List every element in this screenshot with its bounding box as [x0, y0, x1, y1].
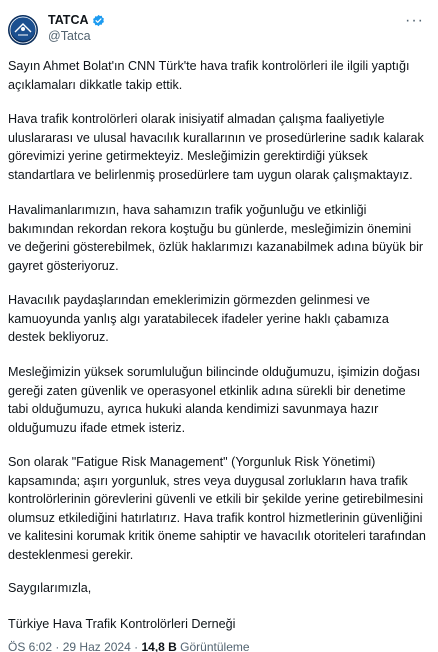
avatar[interactable]: [8, 15, 38, 45]
paragraph: Havalimanlarımızın, hava sahamızın trafik yoğunluğu ve etkinliği bakımından rekordan rekora koştuğu bu günlerde, mesleğimizin önemini ve değerini gösterebilmek, özlük haklarımızı kazanabilmek adına büyük bir gayret gösteriyoruz.: [8, 203, 424, 273]
views-count: 14,8 B: [141, 640, 177, 652]
tatca-logo-icon: [8, 15, 38, 45]
more-options-icon[interactable]: ···: [405, 12, 424, 29]
author-names: [48, 12, 105, 44]
paragraph: Saygılarımızla,: [8, 581, 92, 595]
paragraph: Sayın Ahmet Bolat'ın CNN Türk'te hava trafik kontrolörleri ile ilgili yaptığı açıklamaları dikkatle takip ettik.: [8, 59, 410, 92]
tweet-time[interactable]: ÖS 6:02: [8, 640, 53, 652]
display-name[interactable]: TATCA: [48, 13, 89, 27]
paragraph: Türkiye Hava Trafik Kontrolörleri Derneği: [8, 617, 236, 631]
verified-badge-icon: [92, 14, 105, 27]
tweet-meta: [8, 640, 250, 652]
separator: ·: [55, 640, 60, 652]
paragraph: Havacılık paydaşlarından emeklerimizin görmezden gelinmesi ve kamuoyunda yanlış algı yaratabilecek ifadeler yerine haklı çabamıza destek bekliyoruz.: [8, 293, 389, 344]
tweet-date[interactable]: 29 Haz 2024: [62, 640, 131, 652]
tweet-header: [8, 12, 430, 52]
paragraph: Hava trafik kontrolörleri olarak inisiyatif almadan çalışma faaliyetiyle uluslararası ve ulusal havacılık kurallarının ve prosedürlerine sadık kalarak görevimizi yerine getirmekteyiz. Mesleğimizin gerektirdiği yüksek standartlara ve belirlenmiş prosedürlere tam uygun olarak çalışmaktayız.: [8, 112, 424, 182]
separator: ·: [134, 640, 139, 652]
paragraph: Son olarak "Fatigue Risk Management" (Yorgunluk Risk Yönetimi) kapsamında; aşırı yorgunluk, stres veya duygusal zorlukların hava trafik kontrolörlerinin görevlerini güvenli ve etkili bir şekilde yerine getirebilmesini olumsuz etkilediğini hatırlatırız. Hava trafik kontrol hizmetlerinin güvenliğini ve kalitesini korumak kritik öneme sahiptir ve havacılık otoriteleri tarafından desteklenmesi gerekir.: [8, 455, 426, 562]
views-label: Görüntüleme: [180, 640, 250, 652]
paragraph: Mesleğimizin yüksek sorumluluğun bilincinde olduğumuzu, işimizin doğası gereği zaten güvenlik ve operasyonel etkinlik adına sürekli bir denetime tabi olduğumuzu, ayrıca hukuki alanda kendimizi savunmaya hazır olduğumuzu ifade etmek isteriz.: [8, 365, 421, 435]
handle[interactable]: @Tatca: [48, 29, 91, 43]
